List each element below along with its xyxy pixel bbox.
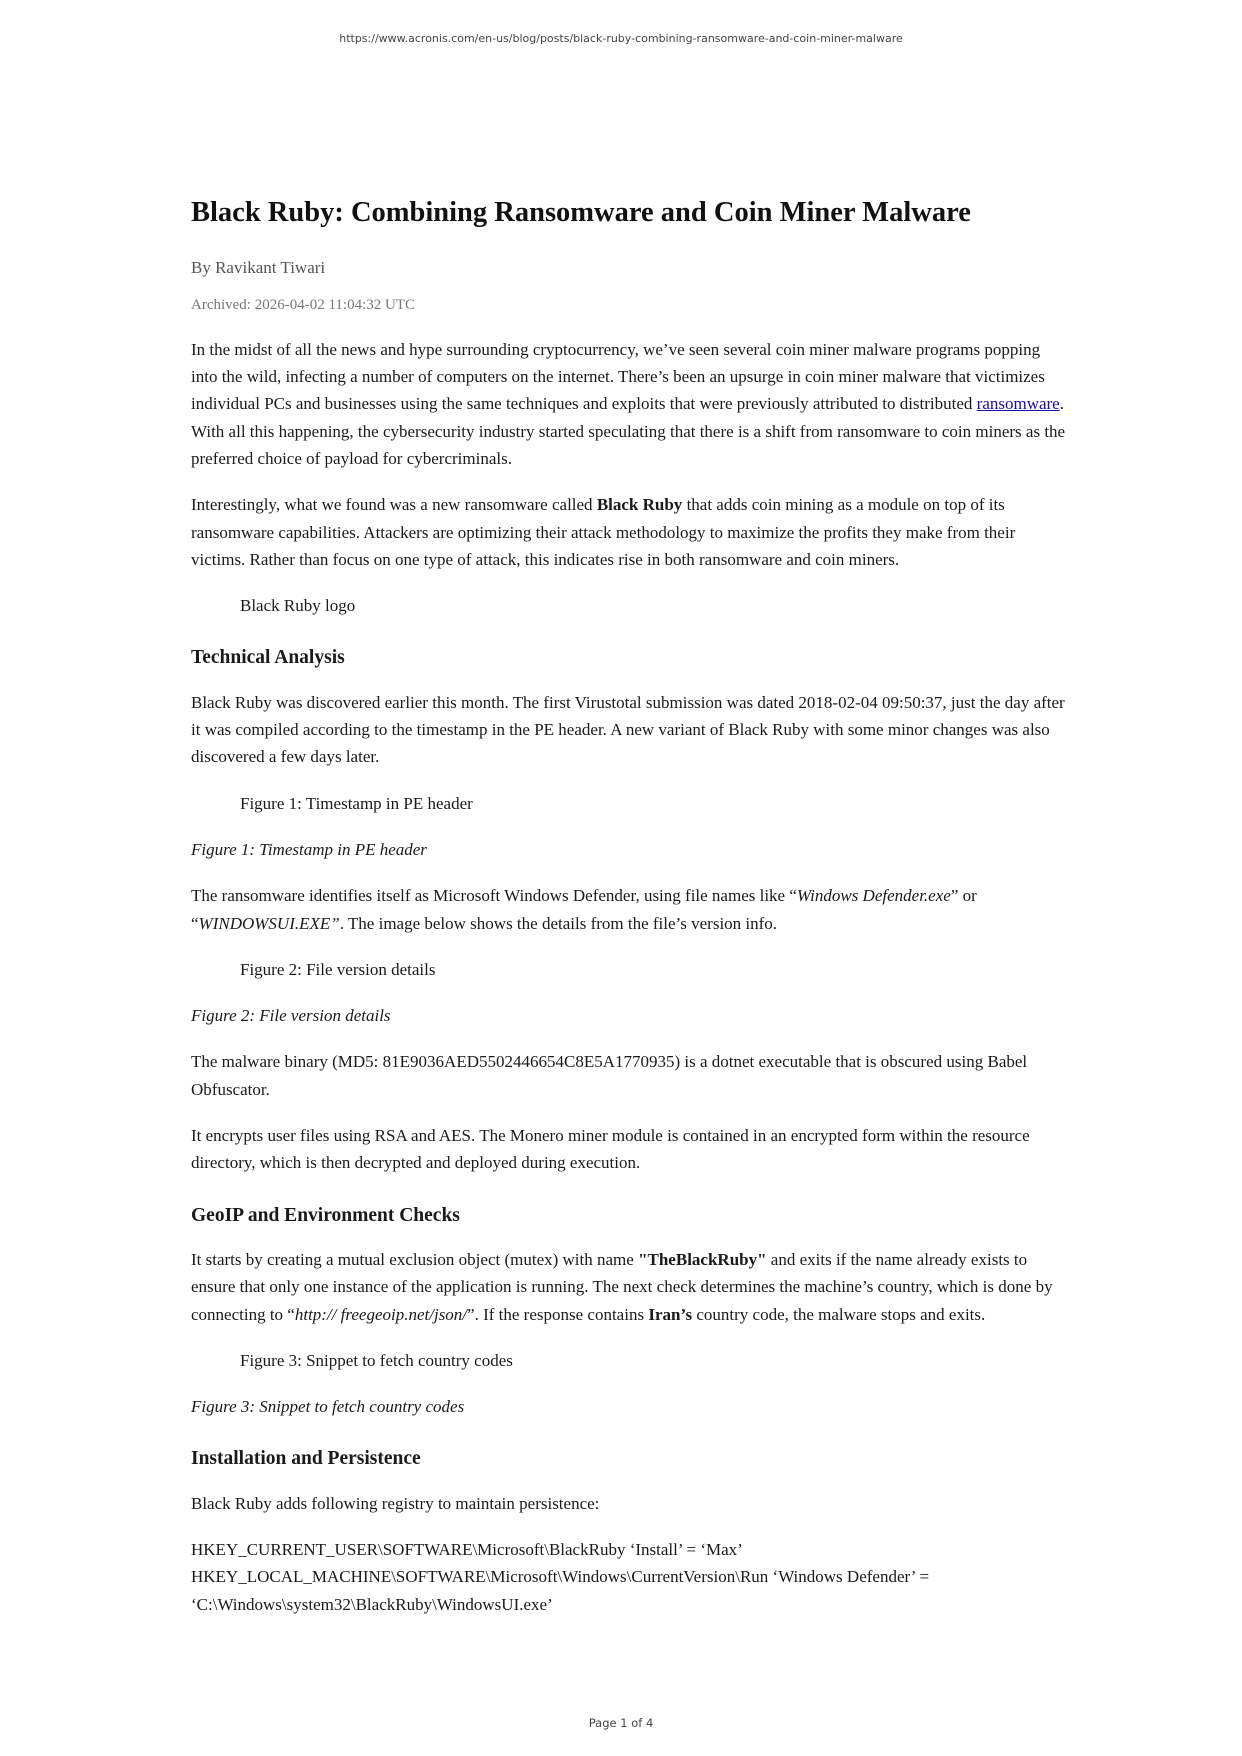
page-url-header: https://www.acronis.com/en-us/blog/posts/black-ruby-combining-ransomware-and-coin-miner-malware (339, 32, 903, 45)
heading-installation-persistence: Installation and Persistence (191, 1448, 421, 1470)
registry-entries (191, 1536, 1066, 1618)
ransomware-link[interactable]: ransomware (976, 394, 1060, 414)
encryption-paragraph: It encrypts user files using RSA and AES. The Monero miner module is contained in an encrypted form within the resource directory, which is then decrypted and deployed during execution. (191, 1126, 1030, 1173)
article-content (191, 196, 1066, 1618)
mutex-paragraph: It starts by creating a mutual exclusion object (mutex) with name "TheBlackRuby" and exits if the name already exists to ensure that only one instance of the application is running. The next check determines the machine’s country, which is done by connecting to “http:// freegeoip.net/json/”. If the response contains Iran’s country code, the malware stops and exits. (191, 1250, 1053, 1324)
figure-2-caption: Figure 2: File version details (191, 1006, 391, 1026)
figure-1-image: Figure 1: Timestamp in PE header (240, 793, 473, 813)
article-byline: By Ravikant Tiwari (191, 258, 326, 278)
persistence-paragraph: Black Ruby adds following registry to maintain persistence: (191, 1493, 600, 1513)
figure-3-image: Figure 3: Snippet to fetch country codes (240, 1350, 513, 1370)
identity-paragraph: The ransomware identifies itself as Microsoft Windows Defender, using file names like “Windows Defender.exe” or “WINDOWSUI.EXE”. The image below shows the details from the file’s version info. (191, 886, 977, 933)
page-number: Page 1 of 4 (588, 1716, 654, 1730)
binary-paragraph: The malware binary (MD5: 81E9036AED5502446654C8E5A1770935) is a dotnet executable that is obscured using Babel Obfuscator. (191, 1052, 1028, 1099)
figure-3-caption: Figure 3: Snippet to fetch country codes (191, 1397, 465, 1417)
black-ruby-logo-image: Black Ruby logo (240, 596, 356, 616)
black-ruby-paragraph: Interestingly, what we found was a new ransomware called Black Ruby that adds coin mining as a module on top of its ransomware capabilities. Attackers are optimizing their attack methodology to maximize the profits they make from their victims. Rather than focus on one type of attack, this indicates rise in both ransomware and coin miners. (191, 495, 1016, 569)
figure-1-caption: Figure 1: Timestamp in PE header (191, 839, 427, 859)
heading-geoip-checks: GeoIP and Environment Checks (191, 1204, 460, 1226)
intro-paragraph: In the midst of all the news and hype surrounding cryptocurrency, we’ve seen several coin miner malware programs popping into the wild, infecting a number of computers on the internet. There’s been an upsurge in coin miner malware that victimizes individual PCs and businesses using the same techniques and exploits that were previously attributed to distributed ransomware. With all this happening, the cybersecurity industry started speculating that there is a shift from ransomware to coin miners as the preferred choice of payload for cybercriminals. (191, 339, 1066, 468)
registry-entry-2: HKEY_LOCAL_MACHINE\SOFTWARE\Microsoft\Windows\CurrentVersion\Run ‘Windows Defender’ = ‘C:\Windows\system32\BlackRuby\WindowsUI.exe’ (191, 1567, 930, 1614)
article-title: Black Ruby: Combining Ransomware and Coin Miner Malware (191, 197, 971, 228)
figure-2-image: Figure 2: File version details (240, 959, 436, 979)
registry-entry-1: HKEY_CURRENT_USER\SOFTWARE\Microsoft\BlackRuby ‘Install’ = ‘Max’ (191, 1540, 743, 1560)
archived-timestamp: Archived: 2026-04-02 11:04:32 UTC (191, 297, 415, 314)
heading-technical-analysis: Technical Analysis (191, 647, 345, 669)
discovery-paragraph: Black Ruby was discovered earlier this month. The first Virustotal submission was dated 2018-02-04 09:50:37, just the day after it was compiled according to the timestamp in the PE header. A new variant of Black Ruby with some minor changes was also discovered a few days later. (191, 692, 1065, 767)
